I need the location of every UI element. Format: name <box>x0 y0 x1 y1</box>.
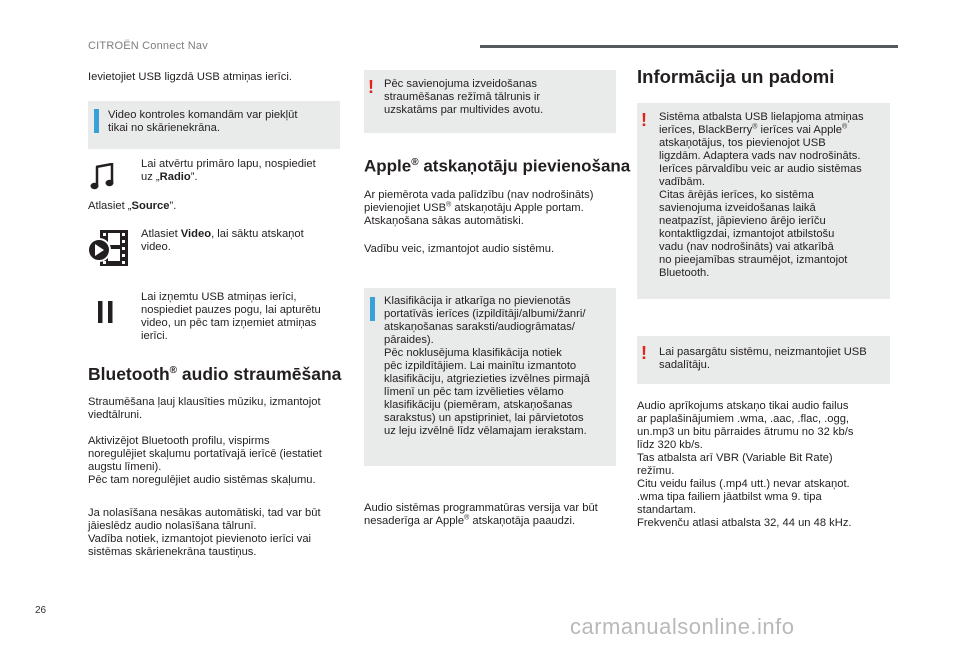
music-note-icon <box>90 163 116 191</box>
step1-line: Lai atvērtu primāro lapu, nospiediet <box>141 158 316 170</box>
info-line: uz leju izvēlnē līdz vēlamajam ierakstam. <box>384 425 587 437</box>
info-line: Klasifikācija ir atkarīga no pievienotās <box>384 295 571 307</box>
usb-intro: Ievietojiet USB ligzdā USB atmiņas ierīci. <box>88 71 292 83</box>
step3-line: video, un pēc tam izņemiet atmiņas <box>141 317 317 329</box>
watermark: carmanualsonline.info <box>570 614 795 639</box>
bt-paragraph-line: jāieslēdz audio nolasīšana tālrunī. <box>88 520 257 532</box>
bt-paragraph-line: viedtālruni. <box>88 409 143 421</box>
info-line: sarakstus) un apstipriniet, lai pārvietotos <box>384 412 584 424</box>
firmware-note-line: Audio sistēmas programmatūras versija var būt <box>364 502 598 514</box>
info-line: tikai no skārienekrāna. <box>108 122 220 134</box>
step3-line: Lai izņemtu USB atmiņas ierīci, <box>141 291 297 303</box>
header-rule <box>480 45 898 48</box>
info-line: klasifikāciju, atgriezieties izvēlnes pirmajā <box>384 373 590 385</box>
apple-paragraph-line: Ar piemērota vada palīdzību (nav nodrošināts) <box>364 189 594 201</box>
step2-line: Atlasiet Video, lai sāktu atskaņot <box>141 228 304 240</box>
warning-line: ierīces, BlackBerry® ierīces vai Apple® <box>659 123 848 136</box>
info-line: pāraides). <box>384 334 434 346</box>
step3-line: ierīci. <box>141 330 168 342</box>
info-box-video-controls <box>88 101 340 149</box>
warning-icon: ! <box>641 110 647 130</box>
section-heading-apple: Apple® atskaņotāju pievienošana <box>364 156 631 176</box>
video-icon <box>86 228 130 270</box>
apple-paragraph-line: Atskaņošana sākas automātiski. <box>364 215 524 227</box>
section-heading-bluetooth: Bluetooth® audio straumēšana <box>88 363 342 384</box>
info-box-classification <box>364 288 616 466</box>
page-number: 26 <box>35 605 47 616</box>
formats-line: .wma tipa failiem jāatbilst wma 9. tipa <box>637 491 822 503</box>
info-line: atskaņošanas saraksti/audiogrāmatas/ <box>384 321 575 333</box>
step1-line: uz „Radio”. <box>141 171 198 183</box>
info-line: Video kontroles komandām var piekļūt <box>108 109 298 121</box>
warning-line: Pēc savienojuma izveidošanas <box>384 78 537 90</box>
apple-paragraph-line: pievienojiet USB® atskaņotāju Apple portam. <box>364 201 584 214</box>
info-line: pēc izpildītājiem. Lai mainītu izmantoto <box>384 360 577 372</box>
warning-line: savienojuma izveidošanas laikā <box>659 202 816 214</box>
bt-paragraph-line: Ja nolasīšana nesākas automātiski, tad var būt <box>88 507 321 519</box>
warning-line: vadu (nav nodrošināts) vai atkarībā <box>659 241 834 253</box>
bt-paragraph-line: Pēc tam noregulējiet audio sistēmas skaļumu. <box>88 474 316 486</box>
warning-line: Lai pasargātu sistēmu, neizmantojiet USB <box>659 346 867 358</box>
bt-paragraph-line: Aktivizējot Bluetooth profilu, vispirms <box>88 435 270 447</box>
formats-line: režīmu. <box>637 465 675 477</box>
pause-icon <box>96 300 116 324</box>
bt-paragraph-line: Vadība notiek, izmantojot pievienoto ierīci vai <box>88 533 312 545</box>
formats-line: līdz 320 kb/s. <box>637 439 703 451</box>
warning-line: Ierīces pārvaldību veic ar audio sistēmas <box>659 163 862 175</box>
warning-line: straumēšanas režīmā tālrunis ir <box>384 91 541 103</box>
warning-line: Sistēma atbalsta USB lielapjoma atmiņas <box>659 111 864 123</box>
warning-line: no pieejamības straumējot, izmantojot <box>659 254 848 266</box>
info-line: klasifikāciju (piemēram, atskaņošanas <box>384 399 573 411</box>
formats-line: standartam. <box>637 504 697 516</box>
warning-icon: ! <box>368 77 374 97</box>
warning-line: vadībām. <box>659 176 706 188</box>
apple-paragraph-line: Vadību veic, izmantojot audio sistēmu. <box>364 243 555 255</box>
section-heading-info: Informācija un padomi <box>637 66 835 87</box>
bt-paragraph-line: noregulējiet skaļumu portatīvajā ierīcē (iestatiet <box>88 448 322 460</box>
bt-paragraph-line: Straumēšana ļauj klausīties mūziku, izmantojot <box>88 396 321 408</box>
bt-paragraph-line: augstu līmeni). <box>88 461 162 473</box>
running-header: CITROËN Connect Nav <box>88 40 208 52</box>
formats-line: ar paplašinājumiem .wma, .aac, .flac, .ogg, <box>637 413 850 425</box>
warning-box-streaming <box>364 70 616 133</box>
formats-line: Audio aprīkojums atskaņo tikai audio failus <box>637 400 849 412</box>
info-line: portatīvās ierīces (izpildītāji/albumi/žanri/ <box>384 308 586 320</box>
info-line: Pēc noklusējuma klasifikācija notiek <box>384 347 562 359</box>
select-source-text: Atlasiet „Source”. <box>88 200 177 212</box>
step3-line: nospiediet pauzes pogu, lai apturētu <box>141 304 321 316</box>
warning-line: neatpazīst, jāpievieno ārējo ierīču <box>659 215 826 227</box>
bt-paragraph-line: sistēmas skārienekrāna taustiņus. <box>88 546 257 558</box>
warning-box-usb-support <box>637 103 890 299</box>
info-icon <box>94 109 99 133</box>
formats-line: Citu veidu failus (.mp4 utt.) nevar atskaņot. <box>637 478 850 490</box>
warning-line: Citas ārējās ierīces, ko sistēma <box>659 189 814 201</box>
warning-line: atskaņotājus, tos pievienojot USB <box>659 137 826 149</box>
warning-line: Bluetooth. <box>659 267 710 279</box>
formats-line: Frekvenču atlasi atbalsta 32, 44 un 48 kHz. <box>637 517 852 529</box>
warning-line: sadalītāju. <box>659 359 710 371</box>
formats-line: Tas atbalsta arī VBR (Variable Bit Rate) <box>637 452 833 464</box>
warning-line: kontaktligzdai, izmantojot atbilstošu <box>659 228 835 240</box>
info-line: līmenī un pēc tam izvēlieties vēlamo <box>384 386 564 398</box>
warning-box-usb-hub <box>637 336 890 384</box>
firmware-note-line: nesaderīga ar Apple® atskaņotāja paaudzi. <box>364 514 576 527</box>
warning-line: uzskatāms par multivides avotu. <box>384 104 544 116</box>
info-icon <box>370 297 375 321</box>
step2-line: video. <box>141 241 171 253</box>
formats-line: un.mp3 un bitu pārraides ātrumu no 32 kb/s <box>637 426 854 438</box>
warning-icon: ! <box>641 343 647 363</box>
warning-line: ligzdām. Adaptera vads nav nodrošināts. <box>659 150 861 162</box>
